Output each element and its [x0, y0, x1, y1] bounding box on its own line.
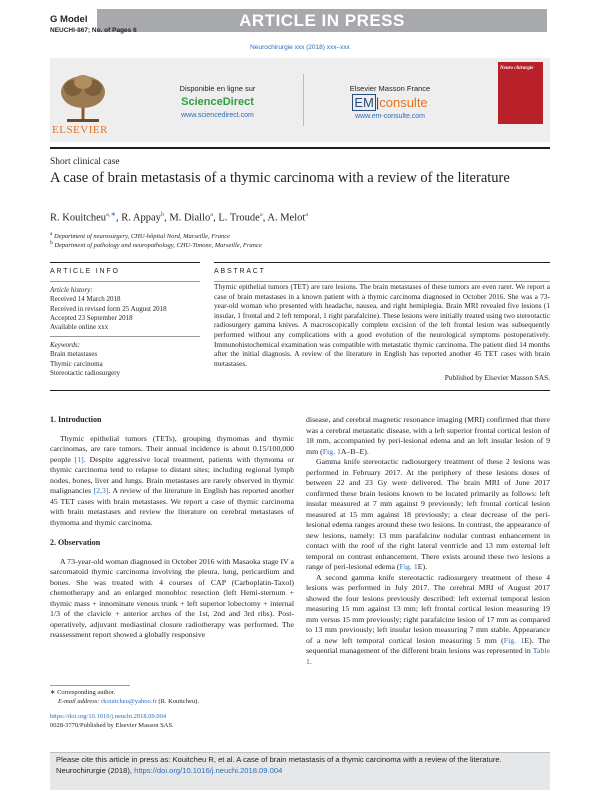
affiliation-mark: b [50, 240, 53, 246]
issn-line: 0028-3770/Published by Elsevier Masson SAS. [50, 722, 174, 729]
article-in-press-banner: ARTICLE IN PRESS [97, 9, 547, 32]
article-type: Short clinical case [50, 157, 120, 167]
citation-link[interactable]: [2,3] [93, 486, 109, 495]
history-item: Received in revised form 25 August 2018 [50, 304, 167, 313]
corresponding-author-note: ∗ Corresponding author. [50, 689, 116, 696]
paragraph: Gamma knife stereotactic radiosurgery treatment of these 2 lesions was performed in February 2017. At the periphery of these lesions doses of between 22 and 23 Gy were delivered. The brain MRI of June 2017 confirmed these brain lesions known to be located primarily as follows: left insular measured at 7 mm against 9 previously; left frontal cortical lesion measured at 15 mm against 18 previously; a clear decrease of the peri-lesional edema ranges around these two lesions. In contrast, the appearance of new lesions, namely: 13 mm parafalcine nodular contrast enhancement in contact with the roof of the right lateral ventricle and 13 mm external left temporal on contrast enhancement. There exists around these two lesions a range of peri-lesional edema (Fig. 1E). [306, 457, 550, 571]
publisher-band [50, 58, 550, 142]
info-top-rule [50, 262, 200, 263]
abstract-top-rule [214, 262, 550, 263]
paragraph: A 73-year-old woman diagnosed in October 2016 with Masaoka stage IV a sarcomatoid thymic carcinoma involving the pleura, lung, pericardium and bones. She was treated with 4 courses of CAP (Carboplatin-Taxol) chemotherapy and an enlarged monobloc resection (left Hemi-sternum + thymic mass + innominate venous trunk + left superior lobectomy + internal 1/3 of the clavicle + anterior arches of the 1st, 2nd and 3rd ribs). Post-operatively, adjuvant mediastinal closure radiotherapy was performed. The reassessment report showed a globally responsive [50, 556, 294, 639]
sciencedirect-link[interactable]: www.sciencedirect.com [181, 112, 254, 119]
section-heading: 2. Observation [50, 538, 101, 547]
abstract-heading: ABSTRACT [214, 268, 266, 275]
article-history [50, 286, 200, 332]
section-heading: 1. Introduction [50, 415, 102, 424]
affiliation [50, 231, 550, 240]
journal-ref[interactable]: Neurochirurgie xxx (2018) xxx–xxx [250, 44, 350, 51]
paragraph: A second gamma knife stereotactic radiosurgery treatment of these 4 lesions was performed in July 2017. The cerebral MRI of August 2017 showed the four lesions previously described: left external temporal lesion measuring 15 mm against 13 mm; left frontal cortical lesion measuring 19 mm versus 15 mm previously; right parafalcine lesion of 17 mm as compared to 13 mm previously; left insular lesion measuring 7 mm stable. Appearance of a new left temporal cortical lesion measuring 5 mm (Fig. 1E). The sequential management of the different brain lesions was represented in Table 1. [306, 572, 550, 666]
info-heading-rule [50, 281, 200, 282]
em-consulte-logo[interactable]: EM |consulte [354, 95, 428, 110]
em-mark: EM [354, 95, 374, 110]
author-name[interactable]: A. Melot [267, 212, 306, 224]
history-label: Article history: [50, 286, 93, 294]
figure-link[interactable]: Fig. 1 [399, 562, 418, 571]
affiliation-mark: a [50, 231, 53, 237]
author-list: R. Kouitcheu$^{a,∗}$, R. Appay$^b$, M. Diallo$^a$, L. Troude$^a$, A. Melot$^a$ [50, 211, 309, 224]
header-rule [50, 147, 550, 149]
figure-link[interactable]: Fig. 1 [503, 635, 525, 645]
keyword: Thymic carcinoma [50, 359, 103, 368]
band-divider [303, 74, 304, 126]
doi-link[interactable]: https://doi.org/10.1016/j.neuchi.2018.09.004 [50, 713, 167, 720]
available-online-label: Disponible en ligne sur [179, 84, 256, 93]
history-item: Received 14 March 2018 [50, 295, 121, 304]
author-name[interactable]: R. Kouitcheu [50, 212, 106, 224]
em-consulte-link[interactable]: www.em-consulte.com [354, 113, 426, 120]
right-column [306, 415, 550, 667]
author-affil-mark[interactable]: a [305, 211, 309, 218]
sciencedirect-logo[interactable]: ScienceDirect [181, 96, 254, 108]
author-name[interactable]: L. Troude [218, 212, 260, 224]
keyword: Brain metastases [50, 350, 98, 359]
history-item: Accepted 23 September 2018 [50, 313, 133, 322]
body-top-rule [50, 390, 550, 391]
keywords-rule [50, 336, 200, 337]
author-affil-mark[interactable]: a [259, 211, 263, 218]
paragraph: disease, and cerebral magnetic resonance imaging (MRI) confirmed that there was a cerebral metastatic disease, with a left superior frontal cortical lesion of 18 mm, accompanied by peri-lesional edema and an left insular lesion of 9 mm (Fig. 1A–B–E). [306, 415, 550, 456]
article-title: A case of brain metastasis of a thymic carcinoma with a review of the literature [50, 170, 510, 186]
figure-link[interactable]: Fig. 1 [322, 446, 341, 456]
keywords [50, 341, 200, 378]
citation-link[interactable]: [1] [74, 454, 84, 464]
author-affil-mark[interactable]: a,∗ [106, 211, 116, 218]
table-link[interactable]: Table 1 [306, 646, 550, 666]
abstract-text: Thymic epithelial tumors (TET) are rare lesions. The brain metastases of these tumors are even rarer. We report a case of brain metastases in a known patient with a thymic carcinoma diagnosed in October 2016. She was a 73-year-old woman who presented with headache, nausea, and right hemiplegia. Brain MRI revealed five lesions (1 insular, 1 frontal and 2 left temporal, 1 right parafalcine). These lesions were initially treated using two stereotactic radiosurgery gamma knives. A macroscopically complete excision of the left frontal lesion was subsequently performed without any complications with a good evolution of the neurological symptoms postoperatively. Immunohistochemical examination was compatible with metastatic thymic carcinoma. The patient died 14 months after the initial diagnosis. A review of the literature in English has reported another 45 TET cases with brain metastases. [214, 282, 550, 368]
affiliation-text: Department of pathology and neuropathology, CHU-Timone, Marseille, France [54, 242, 262, 250]
elsevier-masson-label: Elsevier Masson France [349, 84, 431, 93]
author-name[interactable]: R. Appay [121, 212, 161, 224]
journal-cover-title: Neuro chirurgie [500, 66, 534, 71]
history-item: Available online xxx [50, 323, 109, 332]
affiliation-text: Department of neurosurgery, CHU-hôpital Nord, Marseille, France [54, 233, 231, 241]
left-column [50, 415, 294, 641]
email-note: E-mail address: rkouitcheu@yahoo.fr (R. Kouitcheu). [58, 698, 199, 705]
publisher-note: Published by Elsevier Masson SAS. [444, 373, 550, 382]
article-info-heading: ARTICLE INFO [50, 268, 120, 275]
footnote-rule [50, 685, 130, 686]
journal-cover-thumbnail [498, 62, 543, 124]
elsevier-wordmark: ELSEVIER [52, 124, 108, 136]
author-name[interactable]: M. Diallo [169, 212, 211, 224]
keyword: Stereotactic radiosurgery [50, 368, 121, 377]
keywords-label: Keywords: [50, 341, 81, 349]
citation-doi-link[interactable]: https://doi.org/10.1016/j.neuchi.2018.09.004 [134, 765, 283, 775]
paragraph: Thymic epithelial tumors (TETs), grouping thymomas and thymic carcinomas, are rare tumors. Their annual incidence is about 0.15/100,000 people [1]. Despite aggressive local treatment, patients with thymoma or thymic carcinoma tend to relapse to distant sites; including regional lymph nodes, bones, liver and lungs. Brain metastases are rarely observed in thymic malignancies [2,3]. A review of the literature in English has reported another 45 TET cases with brain metastases. We report a case of thymic carcinoma with brain metastases and review the literature on cerebral metastases of thymoma and thymic carcinoma. [50, 433, 294, 527]
email-link[interactable]: rkouitcheu@yahoo.fr [101, 698, 157, 705]
manuscript-ref: NEUCHI-867; No. of Pages 6 [50, 27, 137, 34]
affiliation [50, 240, 550, 249]
elsevier-tree-logo [53, 70, 113, 130]
model-label: G Model [50, 14, 88, 25]
author-affil-mark[interactable]: a [210, 211, 214, 218]
citation-text: Please cite this article in press as: Kouitcheu R, et al. A case of brain metastasis of a thymic carcinoma with a review of the literature. Neurochirurgie (2018), https://doi.org/10.1016/j.neuchi.2018.09.004 [56, 755, 502, 775]
consulte-mark: consulte [379, 95, 428, 110]
author-affil-mark[interactable]: b [160, 211, 165, 218]
